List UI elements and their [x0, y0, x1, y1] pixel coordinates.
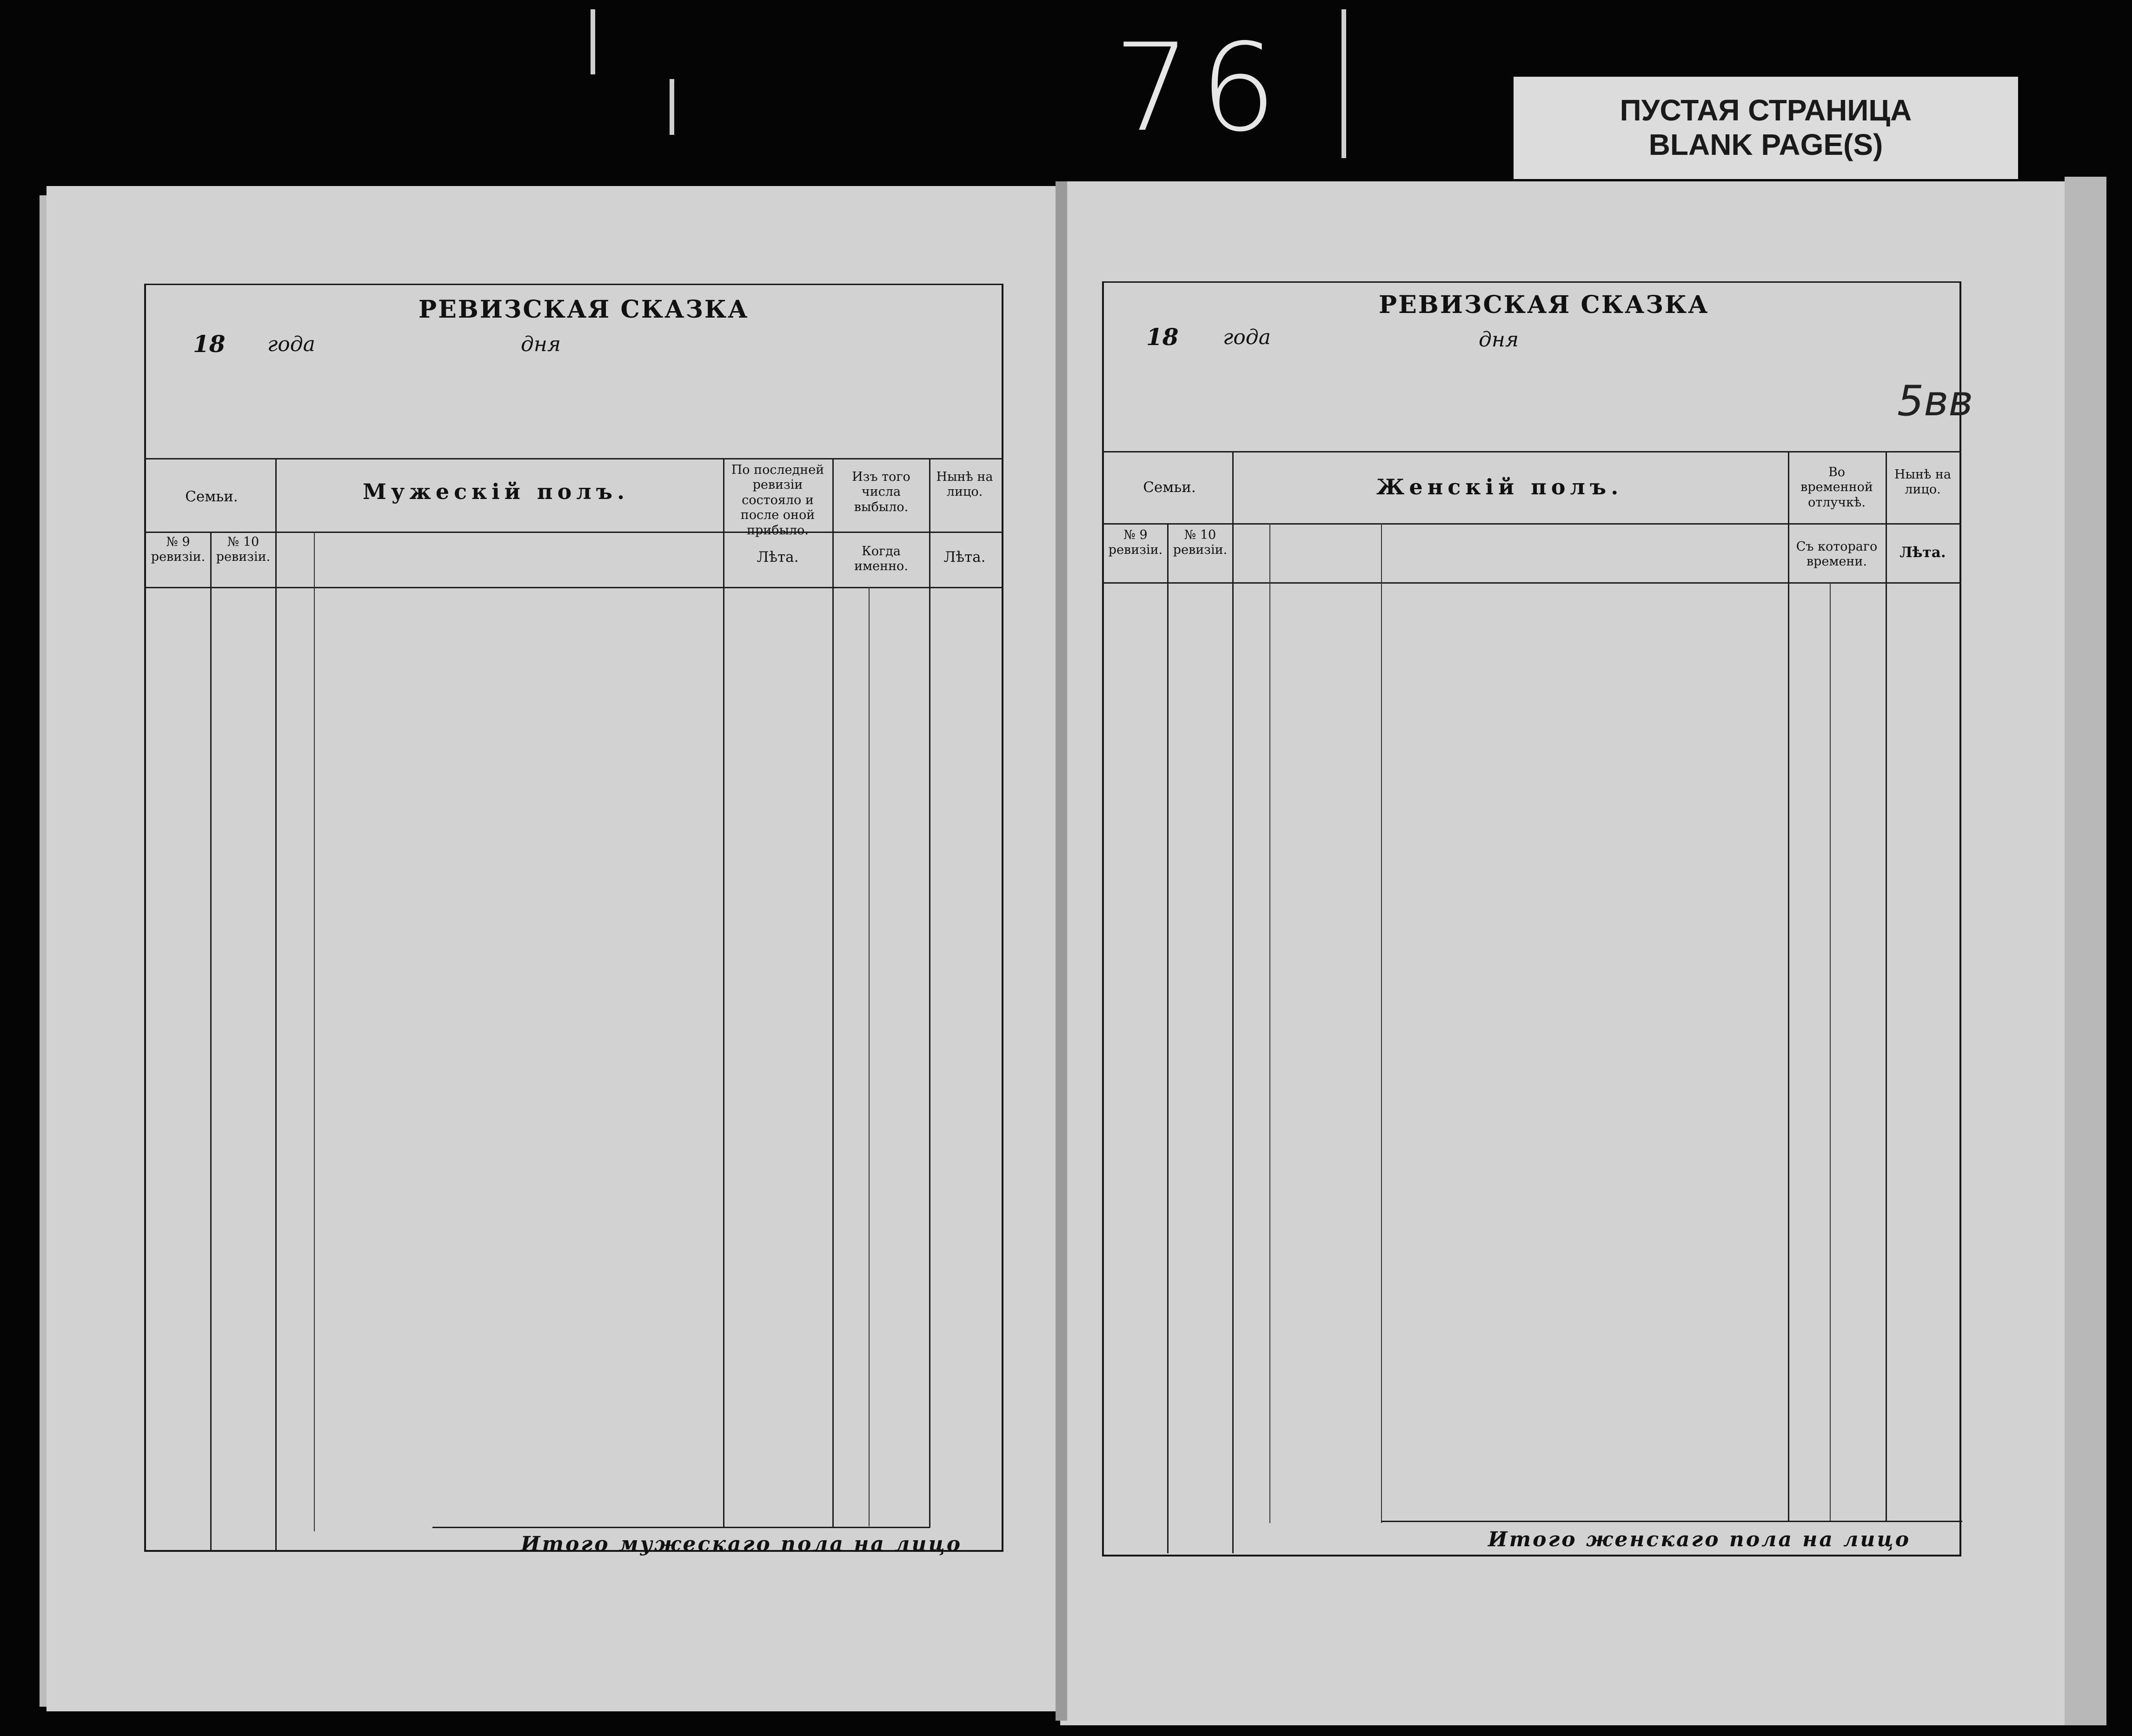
- right-year-prefix: 18: [1146, 323, 1179, 351]
- blank-label-en: BLANK PAGE(S): [1648, 128, 1883, 161]
- right-header-bottom-line: [1102, 582, 1961, 584]
- left-header-bottom-line: [144, 587, 1003, 588]
- left-col-line: [275, 458, 277, 1550]
- right-col-line: [1830, 582, 1831, 1522]
- right-sub-since: Съ котораго времени.: [1796, 539, 1878, 569]
- right-sub-years: Лѣта.: [1900, 544, 1946, 561]
- book-gutter: [1056, 181, 1067, 1721]
- right-col-present: Нынѣ на лицо.: [1894, 467, 1951, 497]
- right-sub-rev10: № 10 ревизіи.: [1173, 528, 1228, 558]
- left-day-word: дня: [521, 333, 561, 356]
- frame-tick-right: [1342, 9, 1346, 158]
- left-col-line: [210, 532, 212, 1550]
- frame-tick-mid: [670, 79, 674, 135]
- left-sub-years: Лѣта.: [757, 549, 799, 565]
- left-col-present: Нынѣ на лицо.: [936, 470, 993, 499]
- left-year-word: года: [267, 333, 315, 356]
- left-sub-rev9: № 9 ревизіи.: [151, 535, 206, 565]
- right-col-line: [1788, 451, 1789, 1521]
- blank-page-label: [1514, 77, 2018, 179]
- right-col-line: [1886, 451, 1887, 1521]
- left-sub-when: Когда именно.: [854, 544, 908, 574]
- left-year-prefix: 18: [193, 330, 226, 358]
- right-col-absence: Во временной отлучкѣ.: [1800, 465, 1873, 510]
- right-header-mid-line: [1102, 523, 1961, 525]
- left-sub-rev10: № 10 ревизіи.: [216, 535, 271, 565]
- left-title: РЕВИЗСКАЯ СКАЗКА: [418, 295, 749, 324]
- left-footer-line: [432, 1527, 930, 1528]
- blank-label-ru: ПУСТАЯ СТРАНИЦА: [1620, 93, 1912, 127]
- right-col-line: [1167, 523, 1169, 1553]
- right-year-word: года: [1223, 326, 1271, 349]
- left-col-last-revision: По последней ревизіи состояло и после оной прибыло.: [731, 463, 824, 538]
- left-col-line: [314, 532, 315, 1531]
- right-col-line: [1381, 523, 1382, 1523]
- right-footer-line: [1381, 1521, 1962, 1522]
- left-sub-years2: Лѣта.: [943, 549, 986, 565]
- left-col-family: Семьи.: [185, 488, 238, 505]
- left-col-male: Мужескій полъ.: [363, 479, 630, 504]
- right-header-top-line: [1102, 451, 1961, 452]
- left-header-mid-line: [144, 532, 1003, 533]
- right-page-edge: [2065, 177, 2106, 1725]
- left-col-line: [832, 458, 834, 1528]
- frame-tick-left: [591, 9, 595, 74]
- right-day-word: дня: [1479, 328, 1519, 352]
- left-col-line: [869, 587, 870, 1526]
- left-col-dropped: Изъ того числа выбыло.: [852, 470, 910, 514]
- right-footer: Итого женскаго пола на лицо: [1488, 1528, 1911, 1551]
- right-col-line: [1269, 523, 1270, 1523]
- right-col-family: Семьи.: [1143, 479, 1196, 496]
- right-sub-rev9: № 9 ревизіи.: [1108, 528, 1163, 558]
- left-header-top-line: [144, 458, 1003, 459]
- left-col-line: [929, 458, 930, 1528]
- right-col-line: [1232, 451, 1234, 1553]
- right-col-female: Женскій полъ.: [1376, 474, 1623, 499]
- handwritten-note: 5вв: [1897, 377, 1973, 426]
- left-col-line: [723, 458, 724, 1528]
- left-footer: Итого мужескаго пола на лицо: [521, 1532, 963, 1556]
- frame-number: 76: [1114, 18, 1286, 159]
- right-title: РЕВИЗСКАЯ СКАЗКА: [1379, 291, 1709, 319]
